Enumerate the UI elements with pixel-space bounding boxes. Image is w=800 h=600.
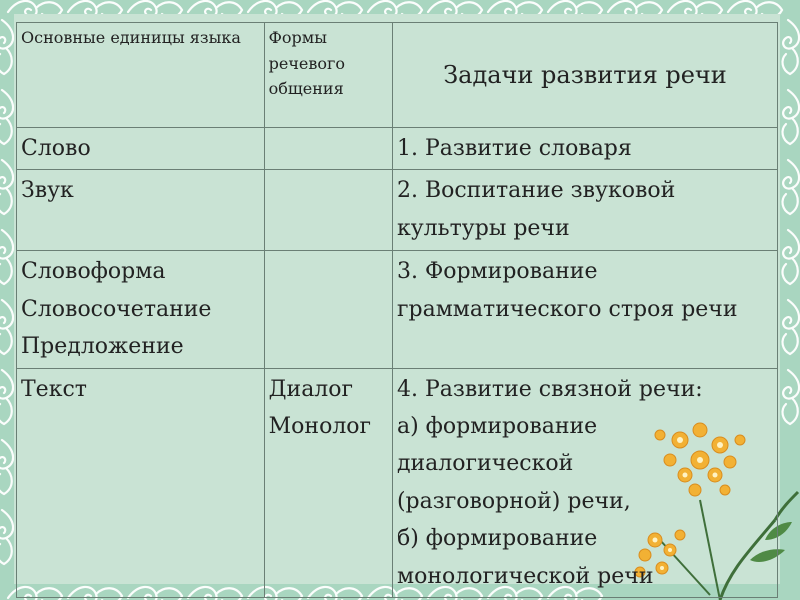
table-row — [17, 251, 778, 368]
units-cell — [17, 251, 265, 368]
task-line: 2. Воспитание звуковой — [396, 178, 676, 204]
header-tasks: Задачи развития речи — [392, 23, 777, 128]
tasks-cell — [392, 128, 777, 170]
unit-item: Словоформа — [21, 259, 166, 285]
tasks-cell — [392, 368, 777, 597]
unit-item: Текст — [21, 376, 87, 402]
unit-item: Слово — [21, 136, 91, 161]
header-units: Основные единицы языка — [17, 23, 265, 128]
unit-item: Предложение — [21, 334, 184, 360]
tasks-cell — [392, 251, 777, 368]
tasks-cell — [392, 170, 777, 251]
header-forms: Формы речевого общения — [264, 23, 392, 128]
task-line: монологической речи — [396, 563, 654, 589]
forms-cell — [264, 170, 392, 251]
form-item: Диалог — [268, 376, 354, 402]
table-row — [17, 170, 778, 251]
units-cell — [17, 128, 265, 170]
task-line: 3. Формирование — [396, 259, 598, 285]
units-cell — [17, 170, 265, 251]
table-row — [17, 128, 778, 170]
table-row — [17, 368, 778, 597]
task-line: (разговорной) речи, — [396, 488, 631, 514]
forms-cell — [264, 128, 392, 170]
task-line: 4. Развитие связной речи: — [396, 376, 703, 402]
form-item: Монолог — [268, 413, 372, 439]
unit-item: Словосочетание — [21, 296, 212, 322]
task-line: культуры речи — [396, 215, 570, 241]
task-line: 1. Развитие словаря — [396, 136, 632, 161]
unit-item: Звук — [21, 178, 74, 204]
forms-cell — [264, 251, 392, 368]
task-line: диалогической — [396, 451, 574, 477]
task-line: б) формирование — [396, 526, 598, 552]
task-line: грамматического строя речи — [396, 296, 738, 322]
task-line: а) формирование — [396, 413, 598, 439]
speech-development-table — [16, 22, 778, 598]
table-header-row — [17, 23, 778, 128]
forms-cell — [264, 368, 392, 597]
units-cell — [17, 368, 265, 597]
